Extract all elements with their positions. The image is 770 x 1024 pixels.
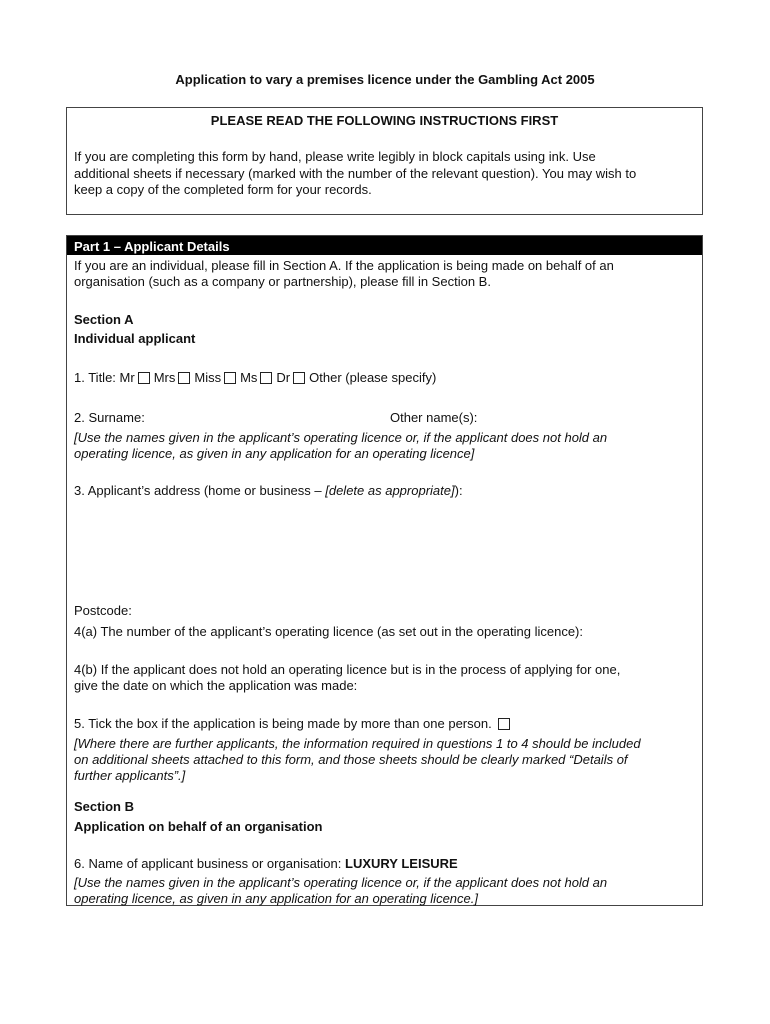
title-miss-checkbox[interactable] <box>224 372 236 384</box>
q5-note-line: on additional sheets attached to this form, and those sheets should be clearly marked “Details of <box>74 752 628 767</box>
q6-note-line: [Use the names given in the applicant’s operating licence or, if the applicant does not hold an <box>74 875 608 890</box>
q3-label-text: 3. Applicant’s address (home or business – <box>74 483 326 498</box>
part1-heading: Part 1 – Applicant Details <box>74 239 230 254</box>
section-b-title: Section B <box>74 799 134 814</box>
instructions-line: If you are completing this form by hand, please write legibly in block capitals using ink. Use <box>74 149 596 164</box>
q1-title-row <box>74 370 436 385</box>
q4b-line: 4(b) If the applicant does not hold an operating licence but is in the process of applying for one, <box>74 662 621 677</box>
q3-label-end: ): <box>454 483 463 498</box>
q1-label: 1. Title: Mr <box>74 370 135 385</box>
organisation-name-value: LUXURY LEISURE <box>345 856 458 871</box>
section-b-subtitle: Application on behalf of an organisation <box>74 819 323 834</box>
q5-row <box>74 716 514 731</box>
q6-note-line: operating licence, as given in any application for an operating licence.] <box>74 891 478 906</box>
more-than-one-person-checkbox[interactable] <box>498 718 510 730</box>
document-title: Application to vary a premises licence under the Gambling Act 2005 <box>175 72 595 87</box>
q5-note-line: further applicants”.] <box>74 768 186 783</box>
q5-label: 5. Tick the box if the application is being made by more than one person. <box>74 716 492 731</box>
part1-heading-bar <box>67 236 702 255</box>
section-a-title: Section A <box>74 312 134 327</box>
title-mr-checkbox[interactable] <box>138 372 150 384</box>
intro-line: If you are an individual, please fill in Section A. If the application is being made on behalf of an <box>74 258 614 273</box>
instructions-box <box>66 107 703 215</box>
q6-label: 6. Name of applicant business or organisation: <box>74 856 345 871</box>
q4a-label: 4(a) The number of the applicant’s operating licence (as set out in the operating licence): <box>74 624 583 639</box>
q4b-label <box>74 662 620 694</box>
q2-note <box>74 430 607 462</box>
q1-mrs-label: Mrs <box>153 370 176 385</box>
q3-label-italic: [delete as appropriate] <box>325 483 455 498</box>
q5-note-line: [Where there are further applicants, the information required in questions 1 to 4 should be included <box>74 736 641 751</box>
instructions-line: additional sheets if necessary (marked with the number of the relevant question). You may wish to <box>74 165 637 181</box>
intro-line: organisation (such as a company or partnership), please fill in Section B. <box>74 274 491 289</box>
instructions-text <box>74 149 694 199</box>
q2-note-line: operating licence, as given in any application for an operating licence] <box>74 446 475 461</box>
q2-note-line: [Use the names given in the applicant’s operating licence or, if the applicant does not hold an <box>74 430 608 445</box>
q2-other-names-label: Other name(s): <box>390 410 478 425</box>
q6-row <box>74 856 458 871</box>
q2-surname-label: 2. Surname: <box>74 410 145 425</box>
part1-intro <box>74 258 614 290</box>
title-ms-checkbox[interactable] <box>260 372 272 384</box>
instructions-heading: PLEASE READ THE FOLLOWING INSTRUCTIONS FIRST <box>210 113 559 128</box>
q1-ms-label: Ms <box>240 370 258 385</box>
q4b-line: give the date on which the application was made: <box>74 678 358 693</box>
title-dr-checkbox[interactable] <box>293 372 305 384</box>
section-a-subtitle: Individual applicant <box>74 331 196 346</box>
q1-other-label: Other (please specify) <box>309 370 437 385</box>
postcode-label: Postcode: <box>74 603 132 618</box>
instructions-line: keep a copy of the completed form for your records. <box>74 182 372 197</box>
q1-dr-label: Dr <box>276 370 291 385</box>
part1-box <box>66 235 703 906</box>
q1-miss-label: Miss <box>194 370 222 385</box>
q3-address-label <box>74 483 463 498</box>
title-mrs-checkbox[interactable] <box>178 372 190 384</box>
q6-note <box>74 875 607 907</box>
q5-note <box>74 736 641 784</box>
